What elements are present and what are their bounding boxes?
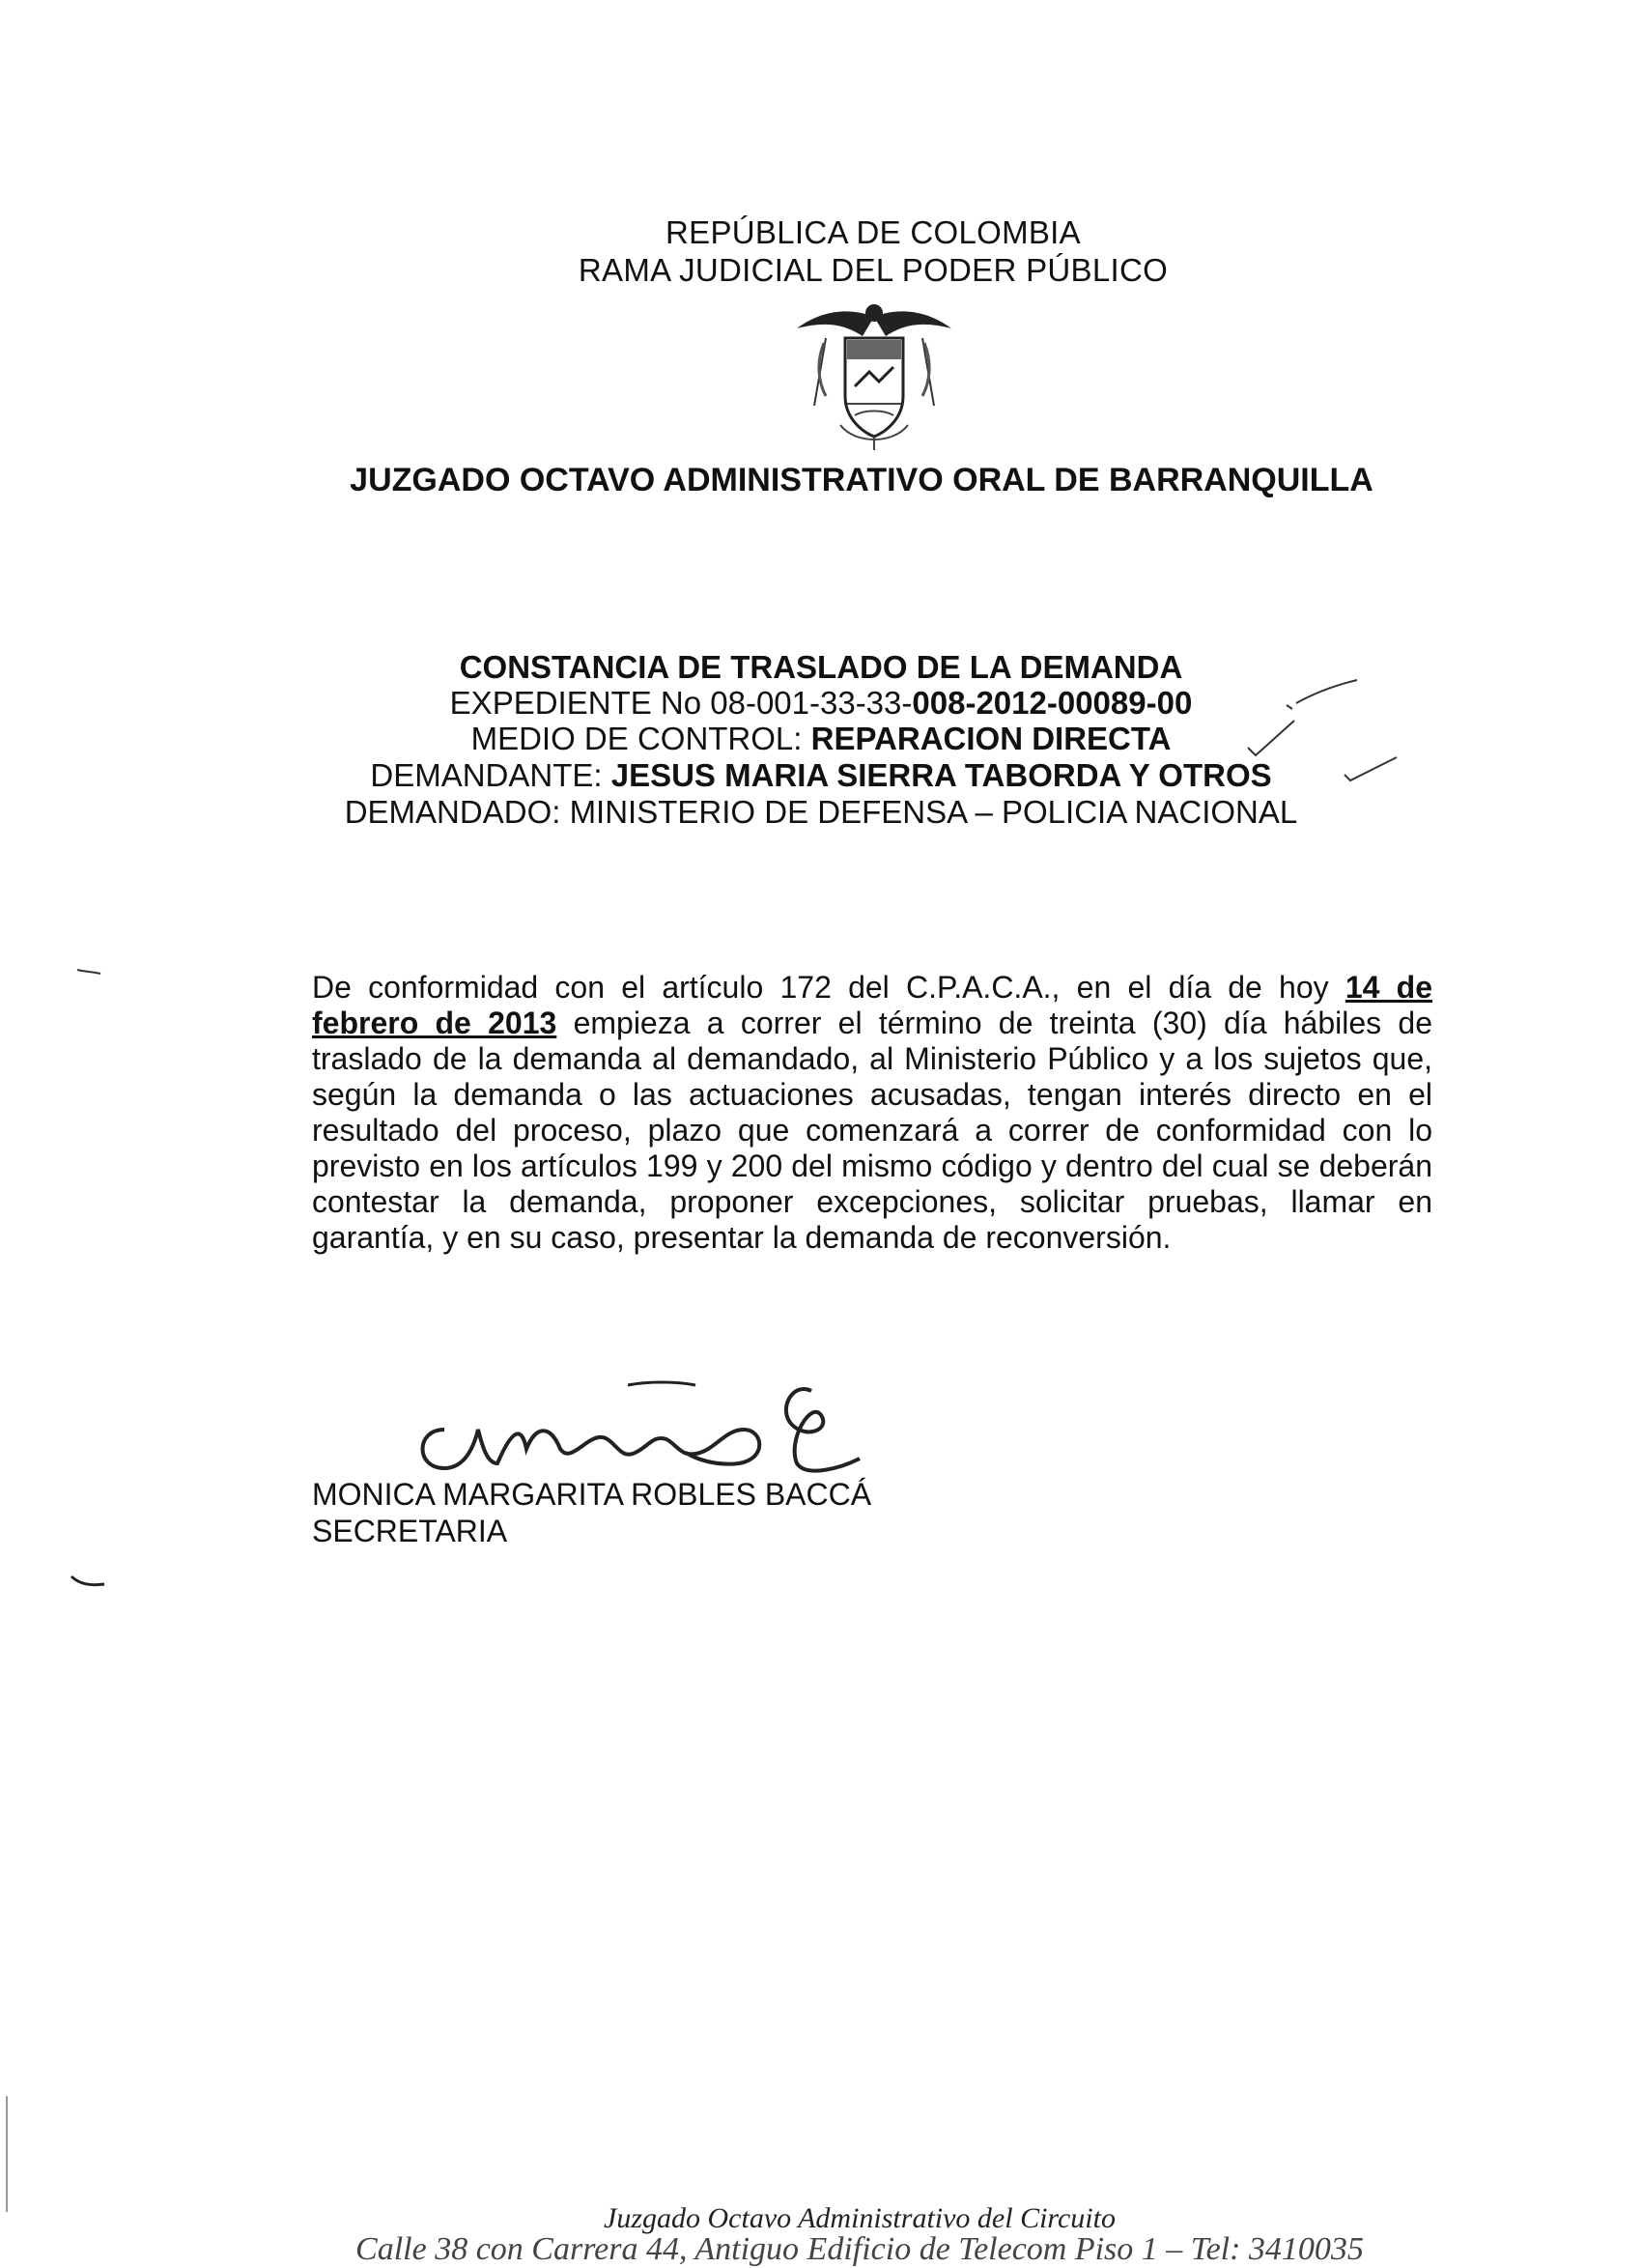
handwritten-signature — [406, 1372, 908, 1478]
document-title: CONSTANCIA DE TRASLADO DE LA DEMANDA — [459, 649, 1183, 685]
expediente-line — [0, 685, 1642, 721]
republic-line: REPÚBLICA DE COLOMBIA — [665, 214, 1081, 250]
scan-edge-line — [6, 2096, 8, 2212]
notice-date: 14 de febrero de 2013 — [312, 970, 1433, 1040]
demandante-value: JESUS MARIA SIERRA TABORDA Y OTROS — [610, 757, 1272, 793]
demandante-label: DEMANDANTE: — [370, 757, 611, 793]
footer-court: Juzgado Octavo Administrativo del Circuito — [604, 2202, 1116, 2234]
notice-text-part1: De conformidad con el artículo 172 del C.P.A.C.A., en el día de hoy — [312, 970, 1345, 1005]
check-mark-icon — [1285, 676, 1362, 715]
notice-paragraph — [312, 970, 1432, 1256]
signer-title: SECRETARIA — [312, 1514, 508, 1548]
check-mark-icon — [1246, 715, 1304, 763]
medio-control-line — [0, 721, 1642, 756]
judicial-branch-line: RAMA JUDICIAL DEL PODER PÚBLICO — [578, 252, 1169, 288]
check-mark-icon — [1343, 753, 1401, 792]
notice-text-part2: empieza a correr el término de treinta (30) día hábiles de traslado de la demanda al demandado, al Ministerio Público y a los sujetos que, según la demanda o las actuaciones acusadas, tengan interés directo en el resultado del proceso, plazo que comenzará a correr de conformidad con lo previsto en los artículos 199 y 200 del mismo código y dentro del cual se deberán contestar la demanda, proponer excepciones, solicitar pruebas, llamar en garantía, y en su caso, presentar la demanda de reconversión. — [312, 1006, 1433, 1255]
scan-mark — [70, 1574, 108, 1590]
medio-control-label: MEDIO DE CONTROL: — [470, 721, 811, 756]
expediente-number: 008-2012-00089-00 — [912, 685, 1193, 721]
colombia-coat-of-arms-icon — [787, 290, 961, 454]
scan-mark — [75, 966, 104, 978]
footer-address: Calle 38 con Carrera 44, Antiguo Edificio de Telecom Piso 1 – Tel: 3410035 — [355, 2231, 1364, 2267]
medio-control-value: REPARACION DIRECTA — [810, 721, 1172, 756]
court-name: JUZGADO OCTAVO ADMINISTRATIVO ORAL DE BARRANQUILLA — [350, 462, 1373, 498]
expediente-label: EXPEDIENTE No 08-001-33-33- — [449, 685, 913, 721]
signer-name: MONICA MARGARITA ROBLES BACCÁ — [312, 1477, 872, 1512]
demandado-line: DEMANDADO: MINISTERIO DE DEFENSA – POLICIA NACIONAL — [344, 794, 1298, 830]
